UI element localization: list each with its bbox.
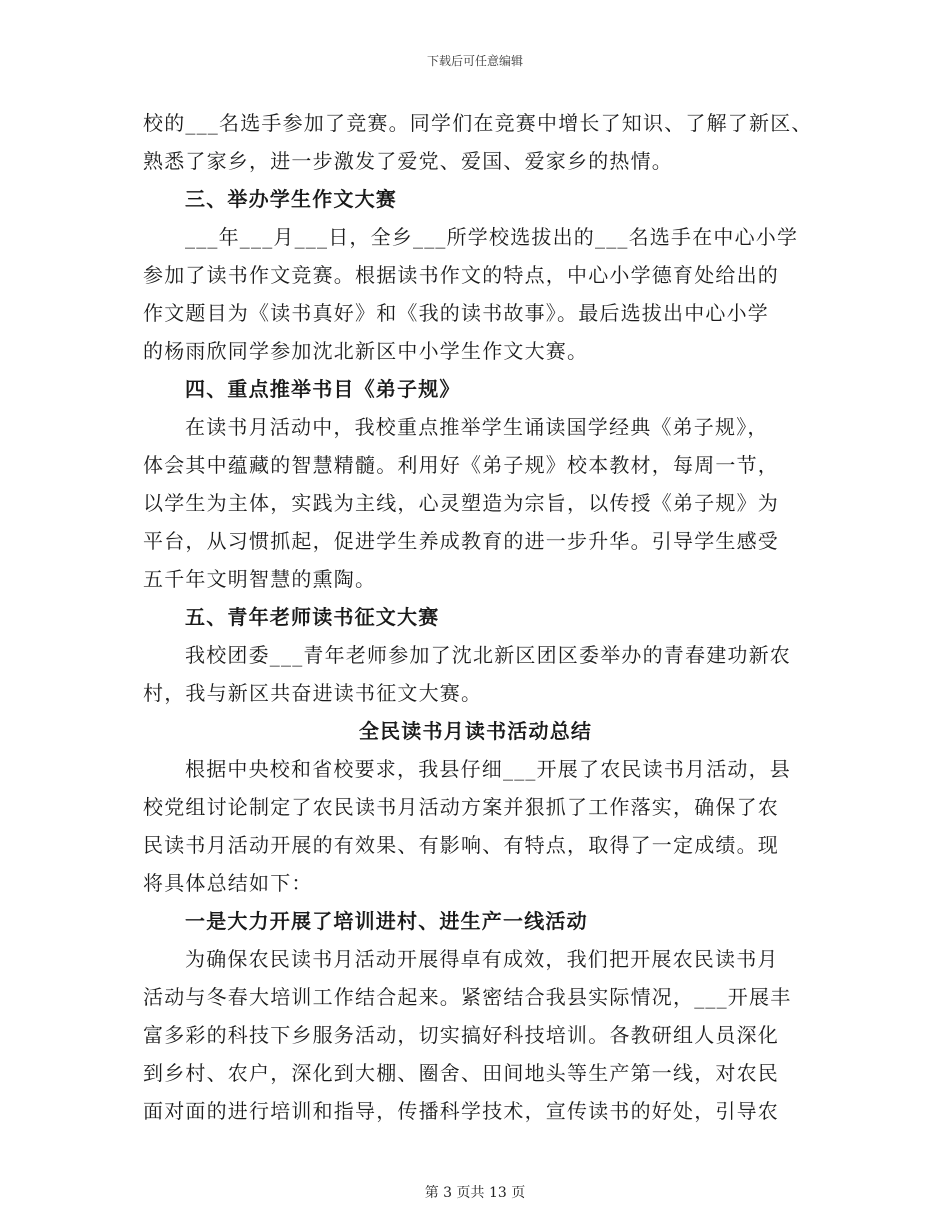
- paragraph-line: 面对面的进行培训和指导，传播科学技术，宣传读书的好处，引导农: [143, 1099, 779, 1123]
- paragraph-line: 民读书月活动开展的有效果、有影响、有特点，取得了一定成绩。现: [143, 833, 779, 857]
- paragraph-line: 的杨雨欣同学参加沈北新区中小学生作文大赛。: [143, 339, 589, 363]
- paragraph-first-line: 我校团委___青年老师参加了沈北新区团区委举办的青春建功新农: [185, 643, 791, 667]
- section-heading: 三、举办学生作文大赛: [185, 187, 397, 211]
- paragraph-first-line: 在读书月活动中，我校重点推举学生诵读国学经典《弟子规》，: [185, 415, 769, 439]
- paragraph-line: 富多彩的科技下乡服务活动，切实搞好科技培训。各教研组人员深化: [143, 1023, 779, 1047]
- paragraph-line: 参加了读书作文竞赛。根据读书作文的特点，中心小学德育处给出的: [143, 263, 779, 287]
- paragraph-line: 校党组讨论制定了农民读书月活动方案并狠抓了工作落实，确保了农: [143, 795, 779, 819]
- paragraph-line: 村，我与新区共奋进读书征文大赛。: [143, 681, 483, 705]
- section-heading: 四、重点推举书目《弟子规》: [185, 377, 461, 401]
- paragraph-line: 将具体总结如下：: [143, 871, 313, 895]
- document-body: [143, 104, 813, 1130]
- paragraph-first-line: ___年___月___日，全乡___所学校选拔出的___名选手在中心小学: [185, 225, 799, 249]
- paragraph-line: 到乡村、农户，深化到大棚、圈舍、田间地头等生产第一线，对农民: [143, 1061, 779, 1085]
- paragraph-line: 作文题目为《读书真好》和《我的读书故事》。最后选拔出中心小学: [143, 301, 769, 325]
- paragraph-line: 体会其中蕴藏的智慧精髓。利用好《弟子规》校本教材，每周一节，: [143, 453, 779, 477]
- paragraph-line: 以学生为主体，实践为主线，心灵塑造为宗旨，以传授《弟子规》为: [143, 491, 779, 515]
- document-title: 全民读书月读书活动总结: [358, 719, 593, 743]
- section-heading: 五、青年老师读书征文大赛: [185, 605, 440, 629]
- page-footer: 第 3 页共 13 页: [424, 1185, 526, 1201]
- paragraph-line: 五千年文明智慧的熏陶。: [143, 567, 377, 591]
- paragraph-first-line: 为确保农民读书月活动开展得卓有成效，我们把开展农民读书月: [185, 947, 779, 971]
- paragraph-line: 熟悉了家乡，进一步激发了爱党、爱国、爱家乡的热情。: [143, 149, 673, 173]
- paragraph-first-line: 根据中央校和省校要求，我县仔细___开展了农民读书月活动，县: [185, 757, 791, 781]
- page-header: 下载后可任意编辑: [426, 54, 523, 68]
- paragraph-line: 活动与冬春大培训工作结合起来。紧密结合我县实际情况，___开展丰: [143, 985, 792, 1009]
- section-heading: 一是大力开展了培训进村、进生产一线活动: [185, 909, 588, 933]
- paragraph-line: 校的___名选手参加了竞赛。同学们在竞赛中增长了知识、了解了新区、: [143, 111, 813, 135]
- paragraph-line: 平台，从习惯抓起，促进学生养成教育的进一步升华。引导学生感受: [143, 529, 779, 553]
